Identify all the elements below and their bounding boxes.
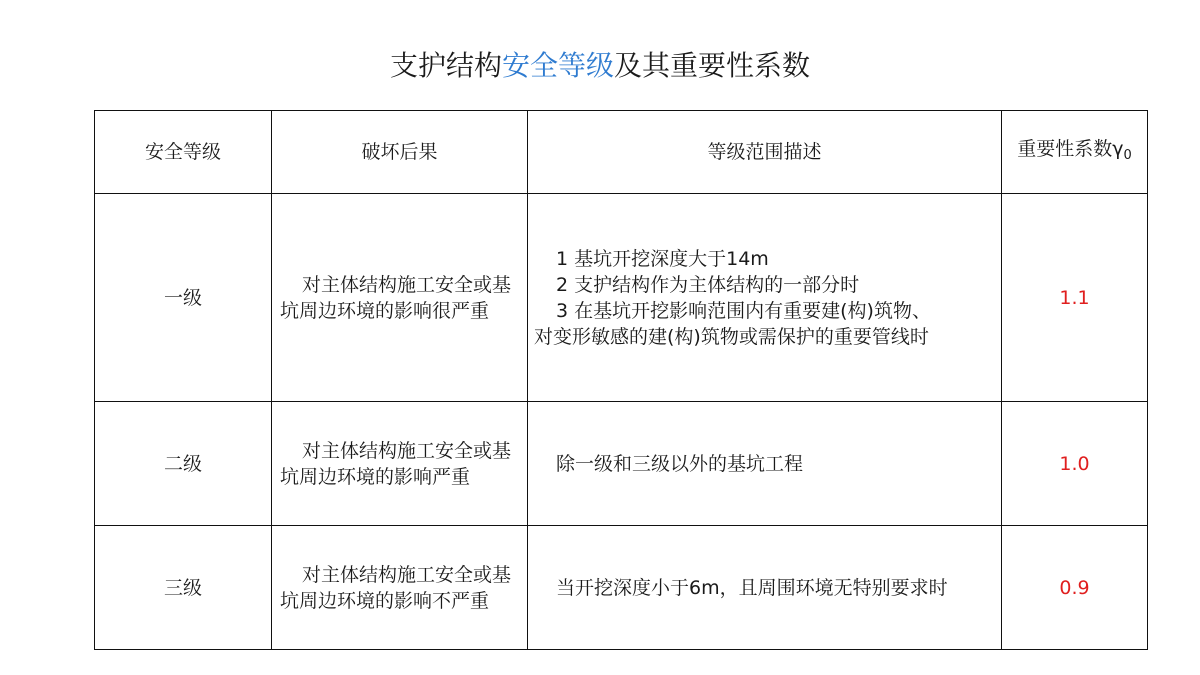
description-cell [528,402,1002,526]
table-row [95,194,1148,402]
header-coefficient-subscript: 0 [1123,147,1132,163]
consequence-text: 对主体结构施工安全或基坑周边环境的影响很严重 [280,273,512,322]
header-level: 安全等级 [95,111,272,194]
level-cell: 三级 [95,526,272,650]
header-consequence: 破坏后果 [272,111,528,194]
table-row [95,402,1148,526]
level-cell: 二级 [95,402,272,526]
consequence-text: 对主体结构施工安全或基坑周边环境的影响严重 [280,439,512,488]
description-line: 对变形敏感的建(构)筑物或需保护的重要管线时 [534,325,929,348]
consequence-cell [272,526,528,650]
consequence-text: 对主体结构施工安全或基坑周边环境的影响不严重 [280,563,512,612]
consequence-cell [272,194,528,402]
description-line: 当开挖深度小于6m，且周围环境无特别要求时 [556,576,948,599]
header-coefficient-label: 重要性系数γ [1017,137,1124,160]
coefficient-cell: 1.1 [1002,194,1148,402]
description-line: 2 支护结构作为主体结构的一部分时 [556,273,860,296]
safety-level-table [94,110,1148,650]
description-line: 1 基坑开挖深度大于14m [556,247,769,270]
consequence-cell [272,402,528,526]
description-line: 除一级和三级以外的基坑工程 [556,452,804,475]
description-cell [528,526,1002,650]
level-cell: 一级 [95,194,272,402]
title-part-1: 支护结构 [389,49,502,82]
page-title [0,44,1200,88]
title-part-3: 及其重要性系数 [614,49,811,82]
title-highlight: 安全等级 [501,49,614,82]
coefficient-cell: 0.9 [1002,526,1148,650]
header-description: 等级范围描述 [528,111,1002,194]
coefficient-cell: 1.0 [1002,402,1148,526]
header-coefficient [1002,111,1148,194]
table-row [95,526,1148,650]
description-line: 3 在基坑开挖影响范围内有重要建(构)筑物、 [556,299,931,322]
description-cell [528,194,1002,402]
table-header-row [95,111,1148,194]
